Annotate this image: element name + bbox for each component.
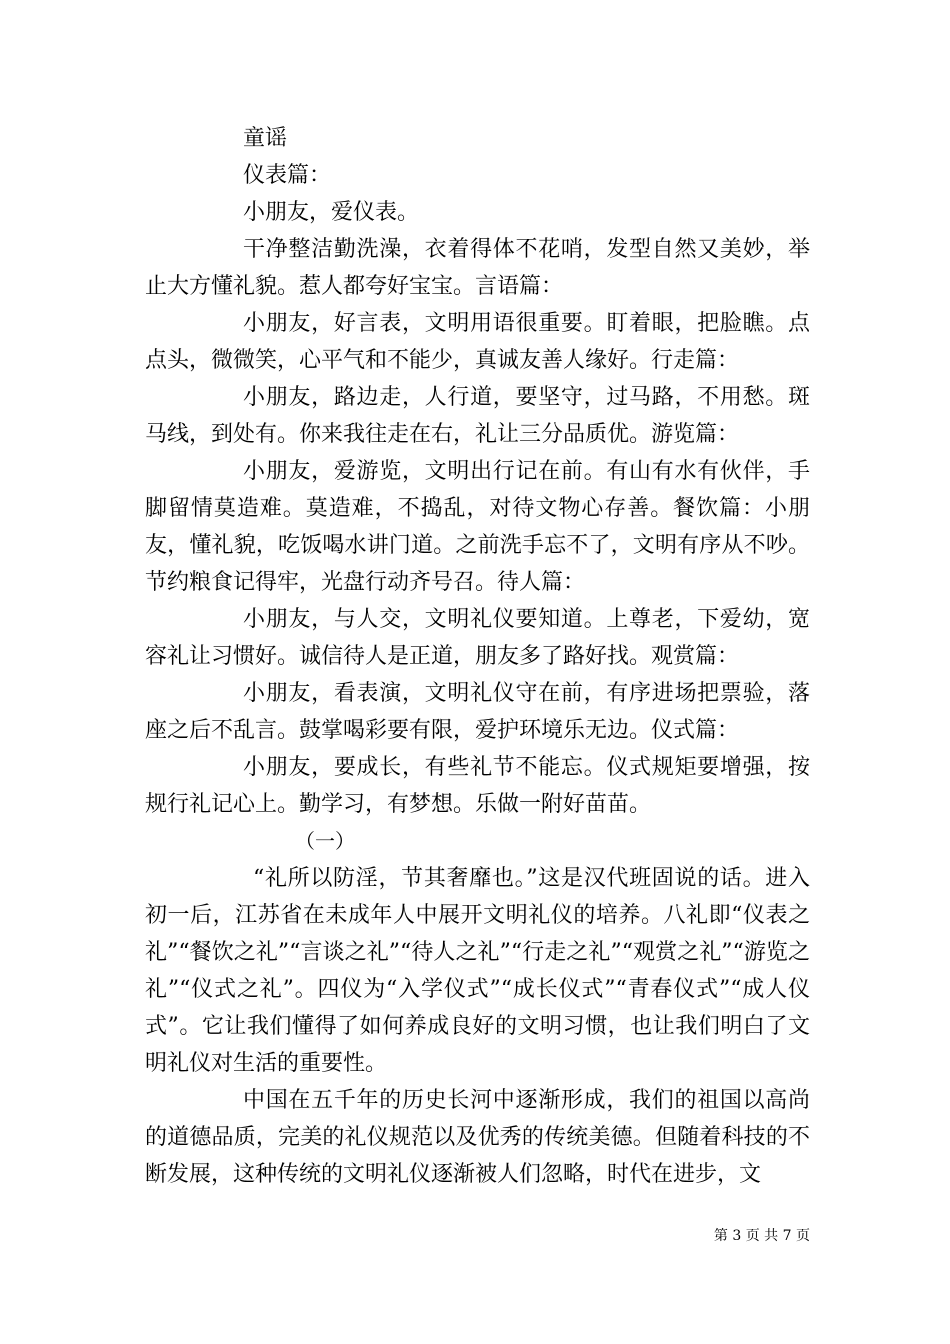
- heading-nursery-rhyme: 童谣: [243, 126, 288, 151]
- paragraph: 小朋友，好言表，文明用语很重要。盯着眼，把脸瞧。点点头，微微笑，心平气和不能少，真诚友善人缘好。行走篇：: [145, 311, 810, 373]
- paragraph: 小朋友，看表演，文明礼仪守在前，有序进场把票验，落座之后不乱言。鼓掌喝彩要有限，爱护环境乐无边。仪式篇：: [145, 681, 810, 743]
- paragraph: “礼所以防淫，节其奢靡也。”这是汉代班固说的话。进入初一后，江苏省在未成年人中展开文明礼仪的培养。八礼即“仪表之礼”“餐饮之礼”“言谈之礼”“待人之礼”“行走之礼”“观赏之礼”“游览之礼”“仪式之礼”。四仪为“入学仪式”“成长仪式”“青春仪式”“成人仪式”。它让我们懂得了如何养成良好的文明习惯，也让我们明白了文明礼仪对生活的重要性。: [145, 866, 810, 1076]
- paragraph: 小朋友，路边走，人行道，要坚守，过马路，不用愁。斑马线，到处有。你来我往走在右，礼让三分品质优。游览篇：: [145, 385, 810, 447]
- paragraph: 小朋友，爱仪表。: [243, 200, 420, 225]
- paragraph: 小朋友，爱游览，文明出行记在前。有山有水有伙伴，手脚留情莫造难。莫造难，不捣乱，对待文物心存善。餐饮篇：小朋友，懂礼貌，吃饭喝水讲门道。之前洗手忘不了，文明有序从不吵。节约粮食记得牢，光盘行动齐号召。待人篇：: [145, 459, 810, 595]
- paragraph: 干净整洁勤洗澡，衣着得体不花哨，发型自然又美妙，举止大方懂礼貌。惹人都夸好宝宝。言语篇：: [145, 237, 810, 299]
- page-indicator: 第 3 页 共 7 页: [713, 1228, 810, 1244]
- paragraph: 小朋友，要成长，有些礼节不能忘。仪式规矩要增强，按规行礼记心上。勤学习，有梦想。乐做一附好苗苗。: [145, 755, 810, 817]
- section-number: （一）: [295, 829, 355, 853]
- paragraph: 小朋友，与人交，文明礼仪要知道。上尊老，下爱幼，宽容礼让习惯好。诚信待人是正道，朋友多了路好找。观赏篇：: [145, 607, 810, 669]
- heading-appearance: 仪表篇：: [243, 163, 332, 188]
- document-body: [145, 120, 810, 1193]
- paragraph: 中国在五千年的历史长河中逐渐形成，我们的祖国以高尚的道德品质，完美的礼仪规范以及优秀的传统美德。但随着科技的不断发展，这种传统的文明礼仪逐渐被人们忽略，时代在进步，文: [145, 1088, 810, 1187]
